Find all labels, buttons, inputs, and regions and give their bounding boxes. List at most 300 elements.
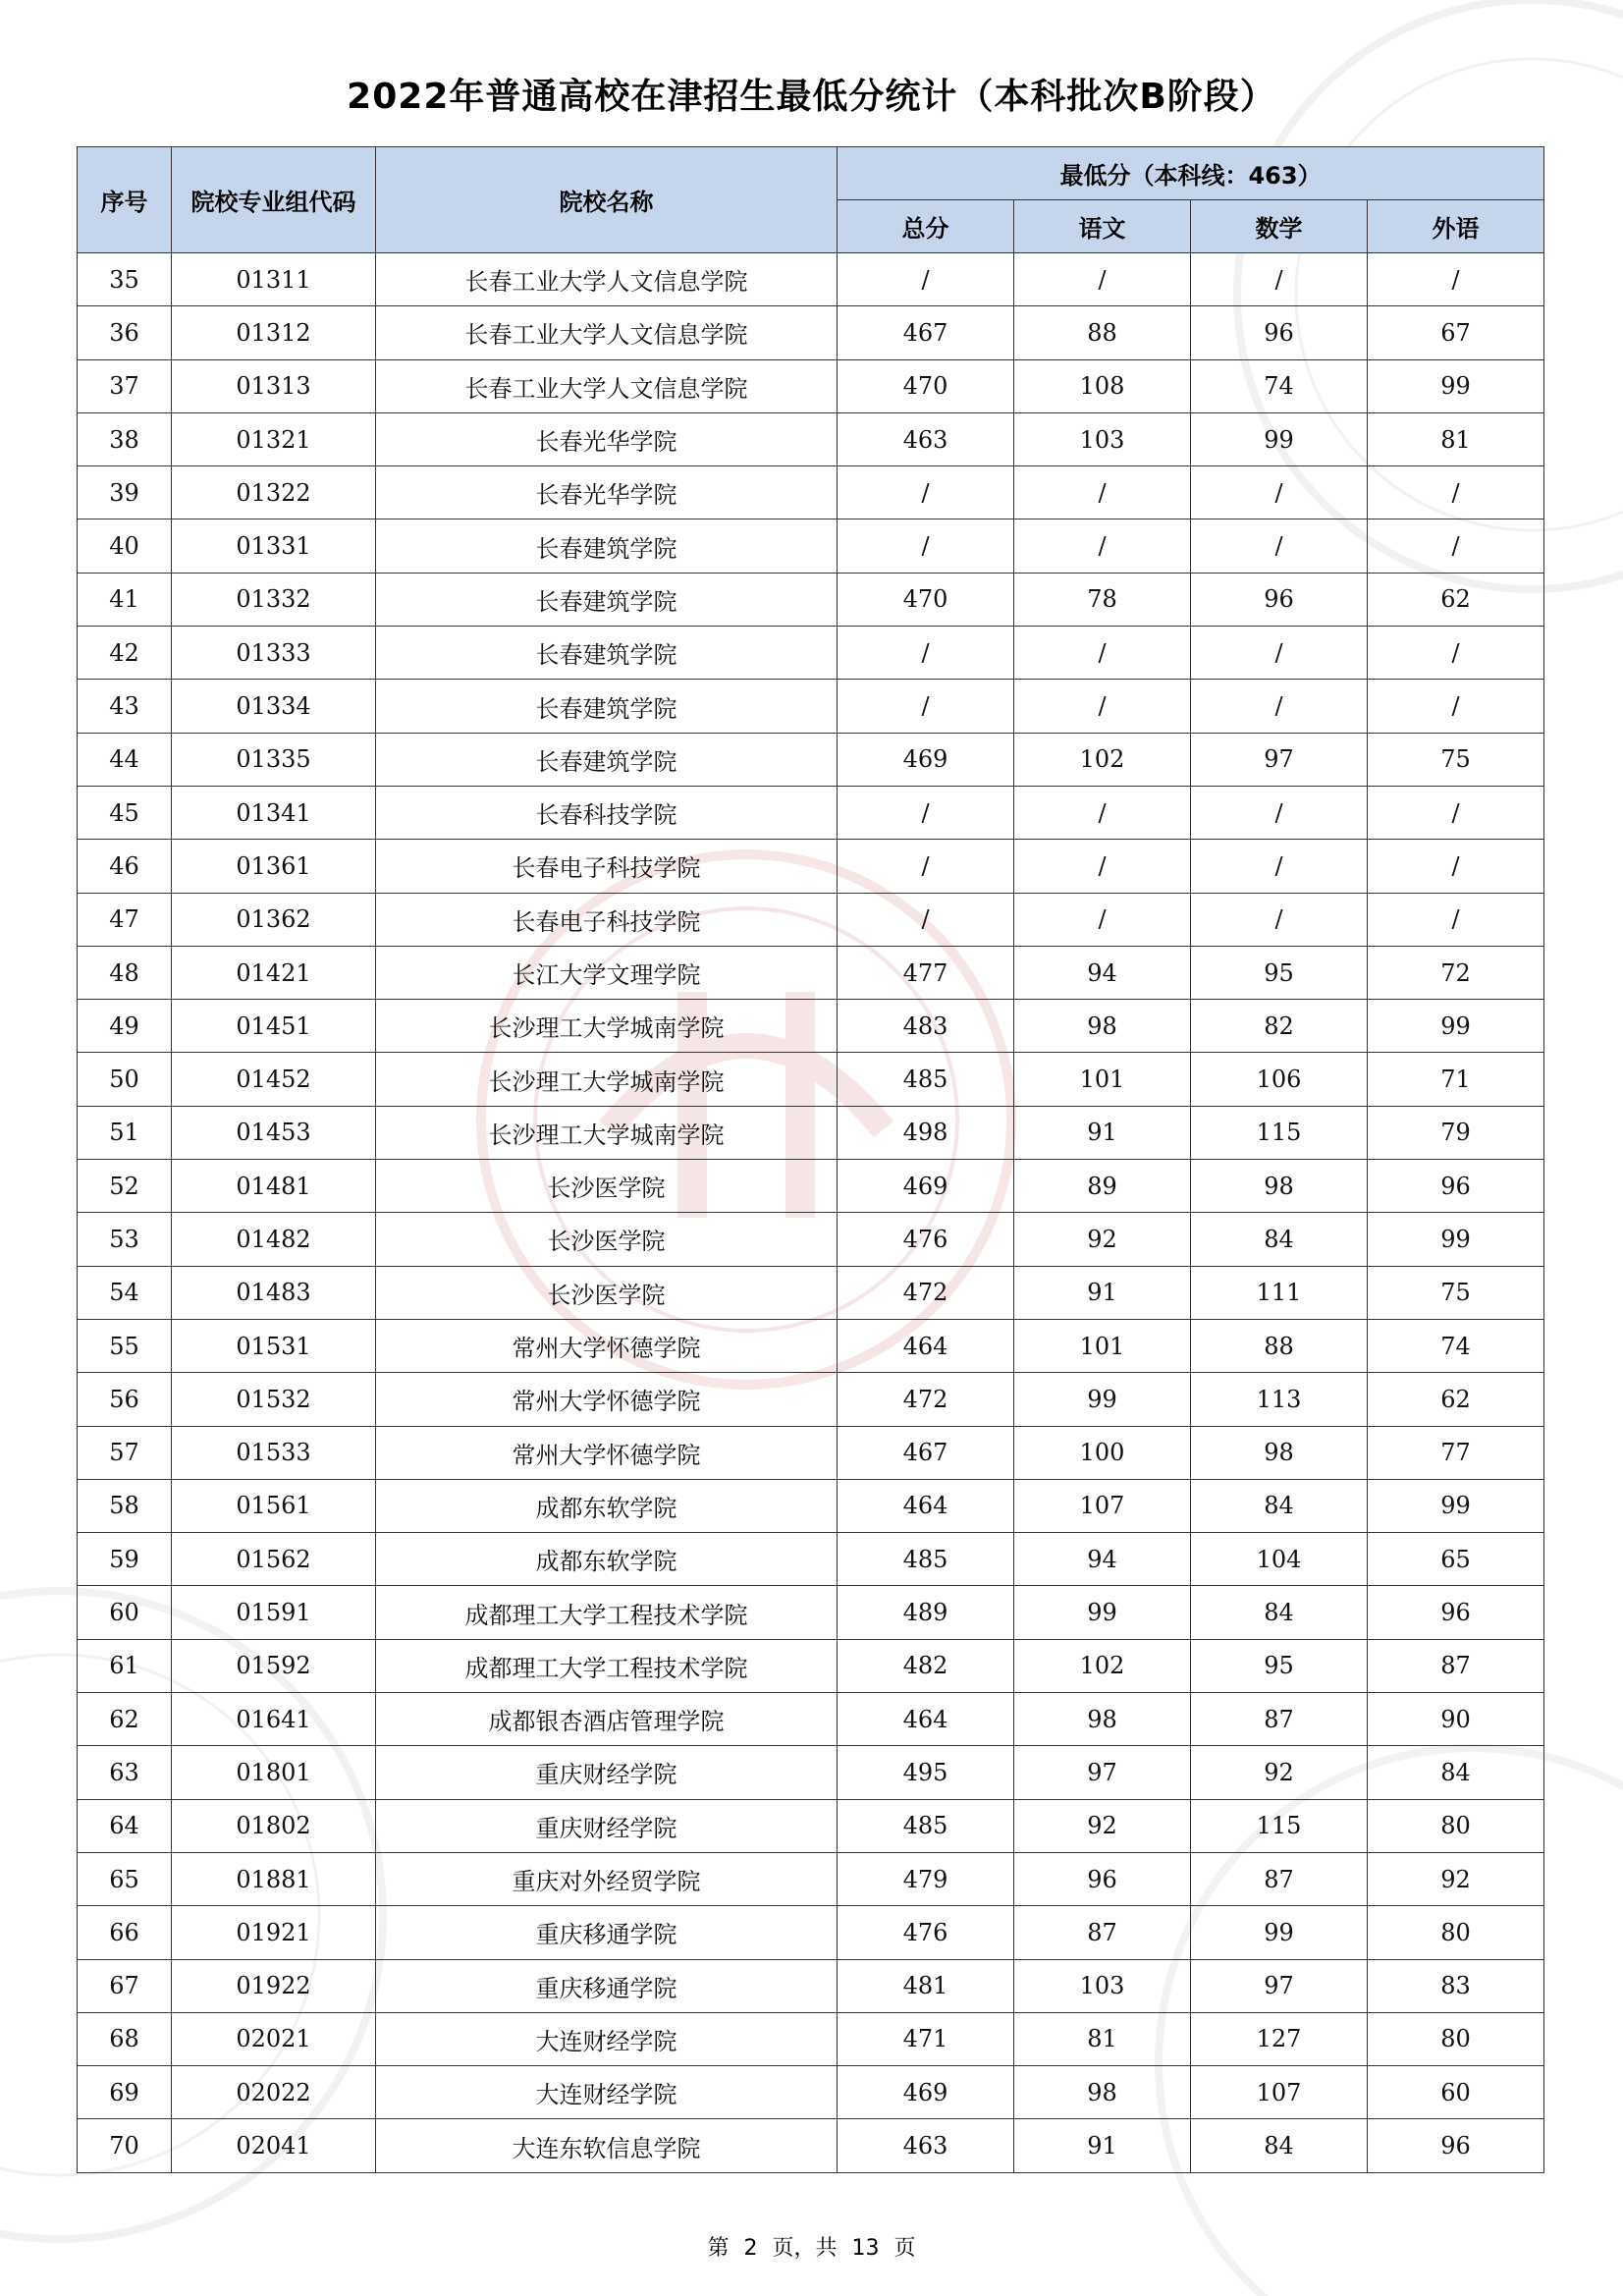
cell-math: 107 xyxy=(1191,2066,1368,2119)
cell-chinese: 91 xyxy=(1014,2119,1191,2172)
cell-foreign-language: 71 xyxy=(1368,1053,1544,1106)
cell-math: 98 xyxy=(1191,1160,1368,1213)
cell-group-code: 01483 xyxy=(172,1266,376,1319)
cell-group-code: 01881 xyxy=(172,1852,376,1905)
cell-group-code: 01482 xyxy=(172,1213,376,1266)
header-group-code: 院校专业组代码 xyxy=(172,147,376,253)
cell-math: 127 xyxy=(1191,2012,1368,2065)
cell-total: 472 xyxy=(838,1373,1014,1426)
cell-math: / xyxy=(1191,466,1368,519)
cell-school-name: 长春电子科技学院 xyxy=(376,840,838,893)
cell-seq: 63 xyxy=(78,1746,172,1799)
cell-total: / xyxy=(838,253,1014,306)
cell-school-name: 长春光华学院 xyxy=(376,412,838,465)
cell-total: 467 xyxy=(838,1426,1014,1479)
cell-school-name: 长春光华学院 xyxy=(376,466,838,519)
table-row xyxy=(78,573,1544,626)
cell-group-code: 01334 xyxy=(172,680,376,733)
table-row xyxy=(78,946,1544,999)
cell-total: 495 xyxy=(838,1746,1014,1799)
table-row xyxy=(78,627,1544,680)
cell-chinese: 81 xyxy=(1014,2012,1191,2065)
cell-group-code: 01321 xyxy=(172,412,376,465)
cell-math: 84 xyxy=(1191,1586,1368,1639)
cell-chinese: 103 xyxy=(1014,1959,1191,2012)
cell-school-name: 重庆财经学院 xyxy=(376,1799,838,1852)
cell-chinese: 96 xyxy=(1014,1852,1191,1905)
cell-seq: 68 xyxy=(78,2012,172,2065)
cell-foreign-language: 92 xyxy=(1368,1852,1544,1905)
cell-group-code: 01561 xyxy=(172,1479,376,1532)
cell-math: / xyxy=(1191,627,1368,680)
cell-group-code: 01453 xyxy=(172,1106,376,1159)
cell-foreign-language: 99 xyxy=(1368,1479,1544,1532)
cell-chinese: 102 xyxy=(1014,733,1191,786)
cell-math: 84 xyxy=(1191,1479,1368,1532)
cell-chinese: 94 xyxy=(1014,946,1191,999)
table-row xyxy=(78,519,1544,573)
cell-foreign-language: 74 xyxy=(1368,1319,1544,1372)
cell-chinese: 92 xyxy=(1014,1799,1191,1852)
cell-math: 95 xyxy=(1191,946,1368,999)
table-row xyxy=(78,359,1544,412)
cell-total: 476 xyxy=(838,1213,1014,1266)
cell-total: / xyxy=(838,519,1014,573)
footer-suffix: 页 xyxy=(893,2236,916,2261)
cell-chinese: 91 xyxy=(1014,1266,1191,1319)
cell-seq: 36 xyxy=(78,306,172,359)
cell-seq: 50 xyxy=(78,1053,172,1106)
cell-seq: 42 xyxy=(78,627,172,680)
cell-school-name: 重庆移通学院 xyxy=(376,1959,838,2012)
footer-mid: 页，共 xyxy=(772,2236,838,2261)
cell-math: 88 xyxy=(1191,1319,1368,1372)
cell-group-code: 01591 xyxy=(172,1586,376,1639)
cell-foreign-language: 80 xyxy=(1368,1799,1544,1852)
cell-group-code: 01452 xyxy=(172,1053,376,1106)
cell-foreign-language: 96 xyxy=(1368,1586,1544,1639)
cell-seq: 53 xyxy=(78,1213,172,1266)
cell-seq: 37 xyxy=(78,359,172,412)
cell-total: 463 xyxy=(838,2119,1014,2172)
cell-chinese: / xyxy=(1014,840,1191,893)
cell-math: 82 xyxy=(1191,1000,1368,1053)
cell-math: / xyxy=(1191,893,1368,946)
cell-school-name: 长春工业大学人文信息学院 xyxy=(376,253,838,306)
table-body xyxy=(78,253,1544,2173)
cell-foreign-language: 90 xyxy=(1368,1693,1544,1746)
cell-chinese: 98 xyxy=(1014,2066,1191,2119)
cell-foreign-language: 84 xyxy=(1368,1746,1544,1799)
cell-total: 485 xyxy=(838,1533,1014,1586)
cell-chinese: 88 xyxy=(1014,306,1191,359)
cell-school-name: 长春建筑学院 xyxy=(376,573,838,626)
cell-seq: 51 xyxy=(78,1106,172,1159)
cell-seq: 65 xyxy=(78,1852,172,1905)
cell-foreign-language: / xyxy=(1368,627,1544,680)
table-row xyxy=(78,680,1544,733)
cell-seq: 64 xyxy=(78,1799,172,1852)
cell-chinese: / xyxy=(1014,893,1191,946)
cell-foreign-language: / xyxy=(1368,466,1544,519)
table-row xyxy=(78,786,1544,839)
cell-chinese: 99 xyxy=(1014,1586,1191,1639)
cell-school-name: 大连财经学院 xyxy=(376,2066,838,2119)
cell-group-code: 01592 xyxy=(172,1639,376,1692)
cell-seq: 52 xyxy=(78,1160,172,1213)
cell-group-code: 02021 xyxy=(172,2012,376,2065)
cell-total: 476 xyxy=(838,1906,1014,1959)
cell-group-code: 01801 xyxy=(172,1746,376,1799)
cell-chinese: 108 xyxy=(1014,359,1191,412)
cell-school-name: 长春科技学院 xyxy=(376,786,838,839)
cell-foreign-language: 83 xyxy=(1368,1959,1544,2012)
table-row xyxy=(78,2012,1544,2065)
header-total: 总分 xyxy=(838,200,1014,253)
cell-total: / xyxy=(838,893,1014,946)
min-score-table xyxy=(77,146,1544,2173)
cell-group-code: 01361 xyxy=(172,840,376,893)
cell-chinese: / xyxy=(1014,786,1191,839)
cell-total: 469 xyxy=(838,733,1014,786)
cell-seq: 45 xyxy=(78,786,172,839)
cell-foreign-language: 62 xyxy=(1368,1373,1544,1426)
cell-school-name: 长春建筑学院 xyxy=(376,680,838,733)
cell-school-name: 成都理工大学工程技术学院 xyxy=(376,1586,838,1639)
cell-seq: 59 xyxy=(78,1533,172,1586)
table-row xyxy=(78,1693,1544,1746)
cell-total: 467 xyxy=(838,306,1014,359)
header-chinese: 语文 xyxy=(1014,200,1191,253)
cell-group-code: 01311 xyxy=(172,253,376,306)
cell-group-code: 01322 xyxy=(172,466,376,519)
cell-chinese: / xyxy=(1014,253,1191,306)
cell-school-name: 长春建筑学院 xyxy=(376,519,838,573)
cell-chinese: / xyxy=(1014,627,1191,680)
cell-math: 87 xyxy=(1191,1852,1368,1905)
cell-chinese: 89 xyxy=(1014,1160,1191,1213)
cell-school-name: 成都银杏酒店管理学院 xyxy=(376,1693,838,1746)
table-row xyxy=(78,840,1544,893)
cell-school-name: 长春建筑学院 xyxy=(376,627,838,680)
cell-school-name: 长春工业大学人文信息学院 xyxy=(376,306,838,359)
table-row xyxy=(78,1000,1544,1053)
cell-group-code: 01335 xyxy=(172,733,376,786)
cell-school-name: 常州大学怀德学院 xyxy=(376,1319,838,1372)
table-row xyxy=(78,1639,1544,1692)
cell-school-name: 成都理工大学工程技术学院 xyxy=(376,1639,838,1692)
table-row xyxy=(78,1959,1544,2012)
cell-total: / xyxy=(838,680,1014,733)
cell-total: 471 xyxy=(838,2012,1014,2065)
cell-seq: 43 xyxy=(78,680,172,733)
cell-foreign-language: / xyxy=(1368,893,1544,946)
cell-foreign-language: 99 xyxy=(1368,359,1544,412)
cell-math: 92 xyxy=(1191,1746,1368,1799)
cell-seq: 47 xyxy=(78,893,172,946)
cell-total: 482 xyxy=(838,1639,1014,1692)
cell-math: 99 xyxy=(1191,1906,1368,1959)
cell-school-name: 长沙医学院 xyxy=(376,1213,838,1266)
cell-math: 115 xyxy=(1191,1106,1368,1159)
cell-total: 489 xyxy=(838,1586,1014,1639)
cell-chinese: 94 xyxy=(1014,1533,1191,1586)
cell-foreign-language: 75 xyxy=(1368,733,1544,786)
cell-group-code: 01921 xyxy=(172,1906,376,1959)
table-row xyxy=(78,1426,1544,1479)
cell-foreign-language: / xyxy=(1368,519,1544,573)
cell-school-name: 常州大学怀德学院 xyxy=(376,1426,838,1479)
cell-math: 106 xyxy=(1191,1053,1368,1106)
table-row xyxy=(78,2119,1544,2172)
footer-prefix: 第 xyxy=(707,2236,730,2261)
cell-chinese: 78 xyxy=(1014,573,1191,626)
cell-seq: 66 xyxy=(78,1906,172,1959)
cell-group-code: 01332 xyxy=(172,573,376,626)
cell-school-name: 重庆财经学院 xyxy=(376,1746,838,1799)
cell-seq: 69 xyxy=(78,2066,172,2119)
cell-chinese: 100 xyxy=(1014,1426,1191,1479)
cell-math: 96 xyxy=(1191,306,1368,359)
table-row xyxy=(78,1799,1544,1852)
header-min-score: 最低分（本科线：463） xyxy=(838,147,1544,200)
cell-seq: 46 xyxy=(78,840,172,893)
cell-group-code: 01481 xyxy=(172,1160,376,1213)
table-row xyxy=(78,1906,1544,1959)
table-row xyxy=(78,1213,1544,1266)
header-school-name: 院校名称 xyxy=(376,147,838,253)
cell-group-code: 01333 xyxy=(172,627,376,680)
cell-foreign-language: 99 xyxy=(1368,1213,1544,1266)
cell-school-name: 大连东软信息学院 xyxy=(376,2119,838,2172)
cell-chinese: 97 xyxy=(1014,1746,1191,1799)
cell-foreign-language: 60 xyxy=(1368,2066,1544,2119)
cell-total: 464 xyxy=(838,1319,1014,1372)
cell-foreign-language: / xyxy=(1368,680,1544,733)
cell-seq: 55 xyxy=(78,1319,172,1372)
cell-total: 498 xyxy=(838,1106,1014,1159)
cell-total: 464 xyxy=(838,1479,1014,1532)
cell-group-code: 02022 xyxy=(172,2066,376,2119)
cell-chinese: 107 xyxy=(1014,1479,1191,1532)
cell-math: 115 xyxy=(1191,1799,1368,1852)
table-row xyxy=(78,1266,1544,1319)
cell-foreign-language: 67 xyxy=(1368,306,1544,359)
cell-seq: 38 xyxy=(78,412,172,465)
cell-math: 87 xyxy=(1191,1693,1368,1746)
cell-foreign-language: 72 xyxy=(1368,946,1544,999)
cell-foreign-language: / xyxy=(1368,840,1544,893)
cell-math: 111 xyxy=(1191,1266,1368,1319)
cell-school-name: 长江大学文理学院 xyxy=(376,946,838,999)
cell-seq: 61 xyxy=(78,1639,172,1692)
cell-school-name: 成都东软学院 xyxy=(376,1533,838,1586)
header-seq: 序号 xyxy=(78,147,172,253)
table-row xyxy=(78,412,1544,465)
cell-total: 485 xyxy=(838,1799,1014,1852)
cell-total: 464 xyxy=(838,1693,1014,1746)
cell-seq: 58 xyxy=(78,1479,172,1532)
cell-total: 483 xyxy=(838,1000,1014,1053)
cell-foreign-language: 96 xyxy=(1368,2119,1544,2172)
table-row xyxy=(78,893,1544,946)
table-row xyxy=(78,733,1544,786)
cell-math: / xyxy=(1191,840,1368,893)
cell-total: 470 xyxy=(838,573,1014,626)
table-row xyxy=(78,466,1544,519)
cell-group-code: 01641 xyxy=(172,1693,376,1746)
cell-total: 485 xyxy=(838,1053,1014,1106)
table-row xyxy=(78,1479,1544,1532)
cell-group-code: 01802 xyxy=(172,1799,376,1852)
cell-group-code: 01341 xyxy=(172,786,376,839)
cell-seq: 49 xyxy=(78,1000,172,1053)
cell-seq: 48 xyxy=(78,946,172,999)
cell-seq: 40 xyxy=(78,519,172,573)
cell-foreign-language: 65 xyxy=(1368,1533,1544,1586)
cell-school-name: 长沙理工大学城南学院 xyxy=(376,1106,838,1159)
cell-total: 470 xyxy=(838,359,1014,412)
cell-school-name: 长沙医学院 xyxy=(376,1266,838,1319)
cell-foreign-language: 80 xyxy=(1368,1906,1544,1959)
cell-foreign-language: 87 xyxy=(1368,1639,1544,1692)
cell-foreign-language: 77 xyxy=(1368,1426,1544,1479)
footer-page-number: 2 xyxy=(743,2236,758,2261)
cell-chinese: 87 xyxy=(1014,1906,1191,1959)
cell-group-code: 01313 xyxy=(172,359,376,412)
cell-math: 95 xyxy=(1191,1639,1368,1692)
cell-foreign-language: 75 xyxy=(1368,1266,1544,1319)
cell-school-name: 长沙理工大学城南学院 xyxy=(376,1053,838,1106)
cell-chinese: 98 xyxy=(1014,1000,1191,1053)
cell-school-name: 长春建筑学院 xyxy=(376,733,838,786)
cell-chinese: 101 xyxy=(1014,1319,1191,1372)
cell-seq: 39 xyxy=(78,466,172,519)
cell-math: / xyxy=(1191,680,1368,733)
cell-math: 97 xyxy=(1191,733,1368,786)
cell-chinese: 98 xyxy=(1014,1693,1191,1746)
cell-seq: 60 xyxy=(78,1586,172,1639)
cell-seq: 57 xyxy=(78,1426,172,1479)
table-row xyxy=(78,1160,1544,1213)
footer-total-pages: 13 xyxy=(851,2236,880,2261)
cell-group-code: 01451 xyxy=(172,1000,376,1053)
cell-total: 479 xyxy=(838,1852,1014,1905)
cell-foreign-language: 99 xyxy=(1368,1000,1544,1053)
cell-school-name: 重庆对外经贸学院 xyxy=(376,1852,838,1905)
cell-chinese: 92 xyxy=(1014,1213,1191,1266)
cell-group-code: 01312 xyxy=(172,306,376,359)
cell-foreign-language: 96 xyxy=(1368,1160,1544,1213)
cell-math: 113 xyxy=(1191,1373,1368,1426)
cell-math: / xyxy=(1191,253,1368,306)
cell-foreign-language: / xyxy=(1368,786,1544,839)
cell-total: / xyxy=(838,466,1014,519)
cell-total: / xyxy=(838,786,1014,839)
table-row xyxy=(78,1319,1544,1372)
cell-school-name: 常州大学怀德学院 xyxy=(376,1373,838,1426)
cell-school-name: 长沙医学院 xyxy=(376,1160,838,1213)
header-math: 数学 xyxy=(1191,200,1368,253)
cell-school-name: 长沙理工大学城南学院 xyxy=(376,1000,838,1053)
cell-school-name: 重庆移通学院 xyxy=(376,1906,838,1959)
table-row xyxy=(78,306,1544,359)
cell-group-code: 01531 xyxy=(172,1319,376,1372)
cell-chinese: / xyxy=(1014,466,1191,519)
table-row xyxy=(78,1586,1544,1639)
cell-total: / xyxy=(838,627,1014,680)
cell-math: 98 xyxy=(1191,1426,1368,1479)
cell-group-code: 01562 xyxy=(172,1533,376,1586)
cell-total: 472 xyxy=(838,1266,1014,1319)
cell-chinese: 102 xyxy=(1014,1639,1191,1692)
table-row xyxy=(78,2066,1544,2119)
table-row xyxy=(78,1373,1544,1426)
cell-group-code: 01922 xyxy=(172,1959,376,2012)
cell-school-name: 成都东软学院 xyxy=(376,1479,838,1532)
cell-seq: 56 xyxy=(78,1373,172,1426)
cell-math: 104 xyxy=(1191,1533,1368,1586)
cell-math: / xyxy=(1191,786,1368,839)
table-row xyxy=(78,1533,1544,1586)
cell-chinese: 103 xyxy=(1014,412,1191,465)
cell-group-code: 01331 xyxy=(172,519,376,573)
cell-school-name: 大连财经学院 xyxy=(376,2012,838,2065)
cell-school-name: 长春电子科技学院 xyxy=(376,893,838,946)
header-foreign-language: 外语 xyxy=(1368,200,1544,253)
cell-group-code: 01362 xyxy=(172,893,376,946)
cell-total: 469 xyxy=(838,1160,1014,1213)
cell-math: / xyxy=(1191,519,1368,573)
cell-seq: 41 xyxy=(78,573,172,626)
cell-math: 96 xyxy=(1191,573,1368,626)
cell-seq: 62 xyxy=(78,1693,172,1746)
cell-group-code: 01533 xyxy=(172,1426,376,1479)
cell-foreign-language: 80 xyxy=(1368,2012,1544,2065)
cell-foreign-language: 79 xyxy=(1368,1106,1544,1159)
cell-group-code: 02041 xyxy=(172,2119,376,2172)
cell-foreign-language: / xyxy=(1368,253,1544,306)
table-row xyxy=(78,253,1544,306)
cell-chinese: / xyxy=(1014,680,1191,733)
cell-total: 463 xyxy=(838,412,1014,465)
cell-group-code: 01421 xyxy=(172,946,376,999)
cell-group-code: 01532 xyxy=(172,1373,376,1426)
cell-seq: 44 xyxy=(78,733,172,786)
cell-chinese: 101 xyxy=(1014,1053,1191,1106)
table-row xyxy=(78,1852,1544,1905)
cell-seq: 70 xyxy=(78,2119,172,2172)
cell-total: 469 xyxy=(838,2066,1014,2119)
cell-math: 84 xyxy=(1191,2119,1368,2172)
cell-foreign-language: 62 xyxy=(1368,573,1544,626)
cell-total: / xyxy=(838,840,1014,893)
cell-school-name: 长春工业大学人文信息学院 xyxy=(376,359,838,412)
cell-chinese: 99 xyxy=(1014,1373,1191,1426)
page-footer xyxy=(0,2231,1623,2262)
table-row xyxy=(78,1053,1544,1106)
cell-seq: 35 xyxy=(78,253,172,306)
cell-math: 99 xyxy=(1191,412,1368,465)
cell-foreign-language: 81 xyxy=(1368,412,1544,465)
cell-math: 97 xyxy=(1191,1959,1368,2012)
cell-chinese: 91 xyxy=(1014,1106,1191,1159)
table-row xyxy=(78,1746,1544,1799)
cell-total: 481 xyxy=(838,1959,1014,2012)
cell-total: 477 xyxy=(838,946,1014,999)
cell-math: 84 xyxy=(1191,1213,1368,1266)
table-row xyxy=(78,1106,1544,1159)
